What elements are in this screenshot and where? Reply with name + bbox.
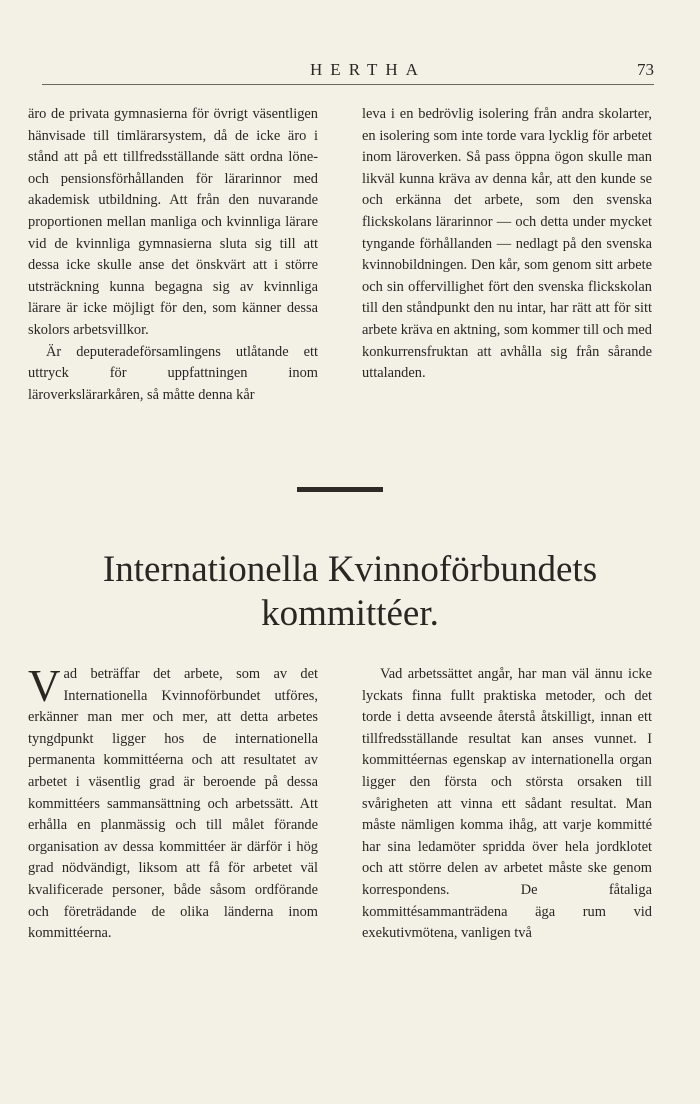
article-title [0, 548, 700, 636]
top-left-column [28, 104, 318, 406]
paragraph [28, 661, 318, 945]
paragraph: leva i en bedrövlig isolering från andra skolarter, en isolering som inte torde vara lycklig för arbetet inom läroverken. Så pass öppna ögon skulle man likväl kunna kräva av denna kår, att den kunde se och erkänna det arbete, som den svenska flickskolans lärarinnor — och detta under mycket tyngande förhållanden — nedlagt på den svenska kvinnobildningen. Den kår, som genom sitt arbete och sin offervillighet fört den svenska flickskolan till den ståndpunkt den nu intar, har rätt att för sitt arbete kräva en aktning, som kommer till och med konkurrensfruktan att avhålla sig från sårande uttalanden. [362, 106, 652, 382]
article-title-line-2: kommittéer. [261, 593, 439, 634]
article-left-column [28, 661, 318, 945]
section-divider [297, 487, 383, 492]
article-title-line-1: Internationella Kvinnoförbundets [102, 549, 598, 590]
paragraph: äro de privata gymnasierna för övrigt väsentligen hänvisade till timlärarsystem, då de icke äro i stånd att på ett tillfredsställande sätt ordna löne- och pensionsförhållanden för lärarinnor med akademisk utbildning. Att från den nuvarande proportionen mellan manliga och kvinnliga lärare vid de kvinnliga gymnasierna sluta sig till att dessa icke skulle anse det önskvärt att i större utsträckning kunna begagna sig av kvinnliga lärare är icke möjligt för den, som känner dessa skolors arbetsvillkor. [28, 106, 318, 338]
paragraph: Är deputeradeförsamlingens utlåtande ett uttryck för uppfattningen inom läroverkslärarkåren, så måtte denna kår [28, 343, 318, 403]
journal-title: HERTHA [310, 60, 426, 79]
page-number: 73 [637, 60, 654, 79]
top-right-column [362, 104, 652, 385]
drop-cap: V [28, 661, 61, 711]
running-head [42, 58, 654, 85]
paragraph-text: ad beträffar det arbete, som av det Internationella Kvinnoförbundet utföres, erkänner man mer och mer, att detta arbetes tyngdpunkt ligger hos de internationella permanenta kommittéerna och att resultatet av arbetet i väsentlig grad är beroende på dessa kommittéers sammansättning och arbetssätt. Att erhålla en planmässig och till målet förande organisation av dessa kommittéer är därför i hög grad nödvändigt, liksom att få för arbetet väl kvalificerade personer, både såsom ordförande och företrädande de olika länderna inom kommittéerna. [28, 666, 318, 942]
paragraph: Vad arbetssättet angår, har man väl ännu icke lyckats finna fullt praktiska metoder, och det torde i detta avseende återstå åtskilligt, innan ett tillfredsställande resultat kan anses vunnet. I kommittéernas egenskap av internationella organ ligger den första och största orsaken till svårigheten att vinna ett sådant resultat. Man måste nämligen komma ihåg, att varje kommitté har sina ledamöter spridda över hela jordklotet och att större delen av arbetet måste ske genom korrespondens. De fåtaliga kommittésammanträdena äga rum vid exekutivmötena, vanligen två [362, 666, 652, 942]
article-right-column [362, 664, 652, 945]
